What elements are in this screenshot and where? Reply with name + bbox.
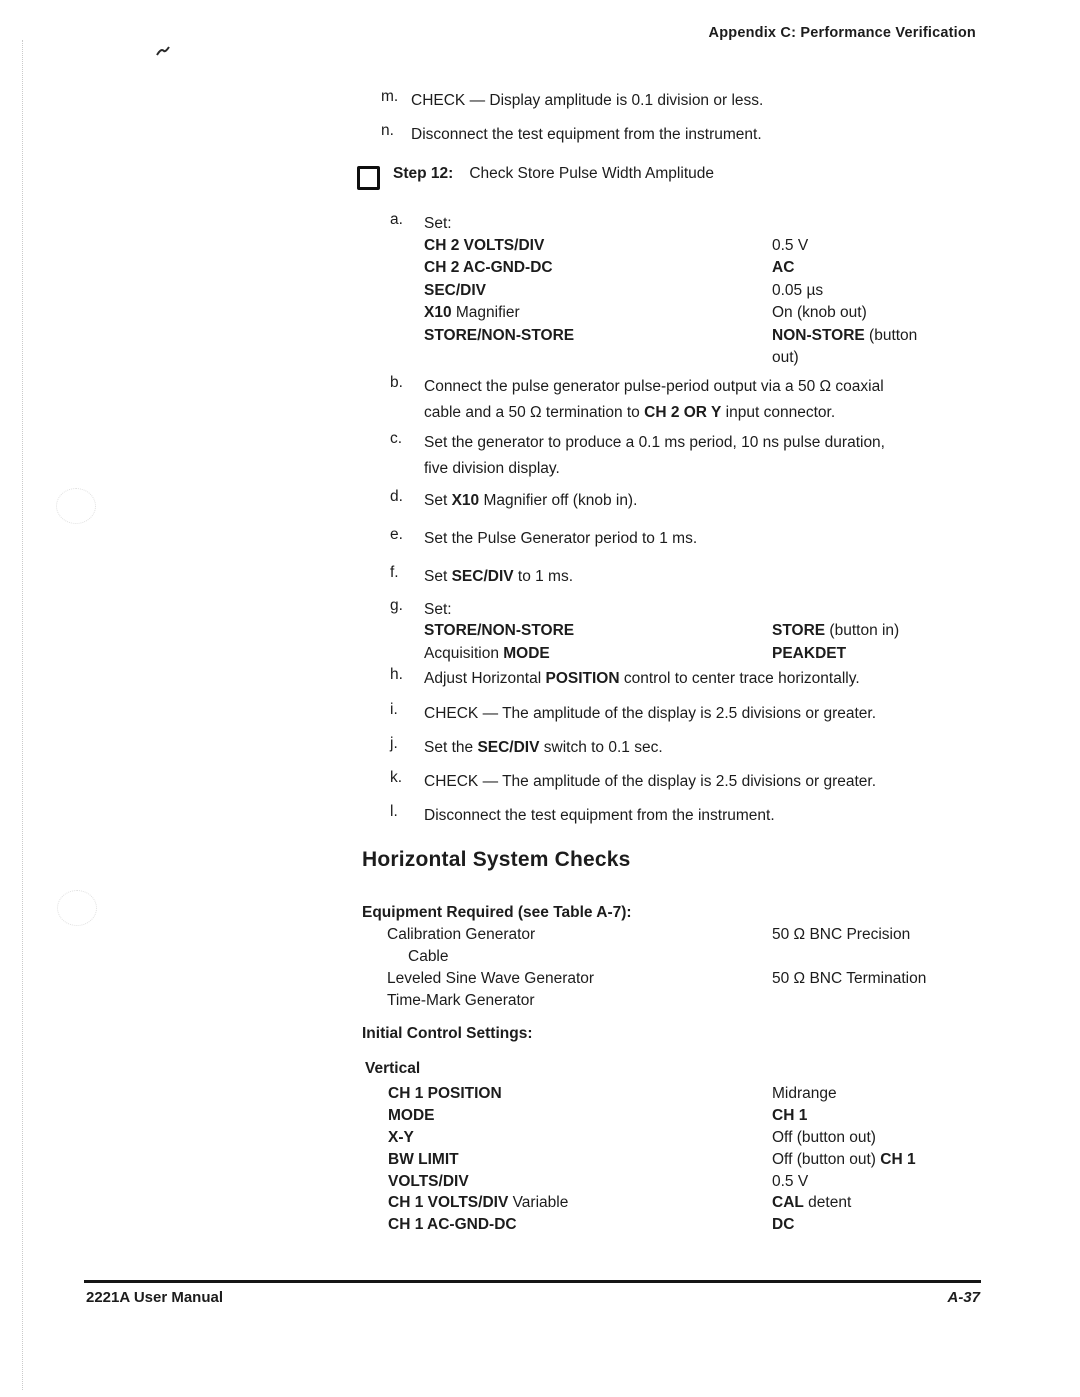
scan-squiggle-mark xyxy=(156,44,170,55)
equipment-heading: Equipment Required (see Table A-7): xyxy=(362,904,632,921)
page-header: Appendix C: Performance Verification xyxy=(708,25,976,41)
equipment-item: 50 Ω BNC Termination xyxy=(772,970,927,987)
equipment-item: Cable xyxy=(408,948,449,965)
list-letter: m. xyxy=(381,88,399,105)
list-letter: g. xyxy=(390,597,403,614)
section-heading: Horizontal System Checks xyxy=(362,848,631,871)
footer-manual-title: 2221A User Manual xyxy=(86,1289,224,1306)
list-letter: k. xyxy=(390,769,403,786)
step-checkbox-icon xyxy=(357,166,380,190)
list-letter: i. xyxy=(390,701,398,718)
footer-page-number: A-37 xyxy=(947,1289,980,1306)
equipment-item: Leveled Sine Wave Generator xyxy=(387,970,595,987)
list-letter: b. xyxy=(390,374,403,391)
list-item: g. Set: xyxy=(390,597,1040,623)
list-item: m. CHECK — Display amplitude is 0.1 division or less. xyxy=(381,88,1031,114)
list-item: a. Set: xyxy=(390,211,1040,237)
list-letter: n. xyxy=(381,122,394,139)
list-letter: l. xyxy=(390,803,398,820)
list-item: d. Set X10 Magnifier off (knob in). xyxy=(390,488,1040,514)
step-title: Check Store Pulse Width Amplitude xyxy=(469,165,714,182)
list-item: c. Set the generator to produce a 0.1 ms period, 10 ns pulse duration, five division display. xyxy=(390,430,1040,481)
list-letter: e. xyxy=(390,526,403,543)
scan-margin-dots xyxy=(22,40,23,1390)
list-item: n. Disconnect the test equipment from the instrument. xyxy=(381,122,1031,148)
manual-page: Appendix C: Performance Verification m. CHECK — Display amplitude is 0.1 division or less. n. Disconnect the test equipment from the instrument. Step 12: Check Store Pulse Width Amplitude a. Set: CH 2 VOLTS/DIV 0.5 V CH 2 AC-GND-DC AC SEC/DIV 0.05 µs X10 Magnifier On (knob out) STORE/NON-STORE NON-STORE (button out) b. Connect the pulse generator pulse-period output via a 50 Ω coaxial cable and a 50 Ω termination to CH 2 OR Y input connector. c. Set the generator to produce a 0.1 ms period, 10 ns pulse duration, five division display. d. Set X10 Magnifier off (knob in). e. Set the Pulse Generator period to 1 ms. f. Set SEC/DIV to 1 ms. g. Set: STORE/NON-STORE STORE (button in) Acquisition MODE PEAKDET h. Adjust Horizontal POSITION control to center trace horizontally. i. CHECK — The amplitude of the display is 2.5 divisions or greater. j. Set the SEC/DIV switch to 0.1 sec. k. CHECK — The amplitude of the display is 2.5 divisions or greater. l. Disconnect the test equipment from the instrument. Horizontal System Checks Equipment Required (see Table A-7): Calibration Generator Cable Leveled Sine Wave Generator Time-Mark Generator 50 Ω BNC Precision 50 Ω BNC Termination Initial Control Settings: Vertical CH 1 POSITION Midrange MODE CH 1 X-Y Off (button out) BW LIMIT Off (button out) CH 1 VOLTS/DIV 0.5 V CH 1 VOLTS/DIV Variable CAL detent CH 1 AC-GND-DC DC 2221A User Manual A-37 xyxy=(0,0,1080,1397)
list-letter: j. xyxy=(390,735,398,752)
list-item: f. Set SEC/DIV to 1 ms. xyxy=(390,564,1040,590)
list-item: b. Connect the pulse generator pulse-period output via a 50 Ω coaxial cable and a 50 Ω termination to CH 2 OR Y input connector. xyxy=(390,374,1040,425)
list-item: j. Set the SEC/DIV switch to 0.1 sec. xyxy=(390,735,1040,761)
list-letter: c. xyxy=(390,430,403,447)
vertical-heading: Vertical xyxy=(365,1060,421,1077)
initial-settings-heading: Initial Control Settings: xyxy=(362,1025,533,1042)
list-item: l. Disconnect the test equipment from the instrument. xyxy=(390,803,1040,829)
list-item: e. Set the Pulse Generator period to 1 ms. xyxy=(390,526,1040,552)
list-item: k. CHECK — The amplitude of the display is 2.5 divisions or greater. xyxy=(390,769,1040,795)
equipment-item: Time-Mark Generator xyxy=(387,992,535,1009)
scan-speck xyxy=(56,488,96,524)
footer-divider xyxy=(84,1280,981,1283)
scan-speck xyxy=(57,890,97,926)
step-number: Step 12: xyxy=(393,165,454,182)
list-letter: a. xyxy=(390,211,403,228)
list-item: i. CHECK — The amplitude of the display is 2.5 divisions or greater. xyxy=(390,701,1040,727)
list-letter: d. xyxy=(390,488,403,505)
equipment-item: Calibration Generator xyxy=(387,926,536,943)
step-row xyxy=(357,165,714,190)
equipment-item: 50 Ω BNC Precision xyxy=(772,926,911,943)
list-letter: h. xyxy=(390,666,403,683)
list-item: h. Adjust Horizontal POSITION control to center trace horizontally. xyxy=(390,666,1040,692)
list-letter: f. xyxy=(390,564,399,581)
